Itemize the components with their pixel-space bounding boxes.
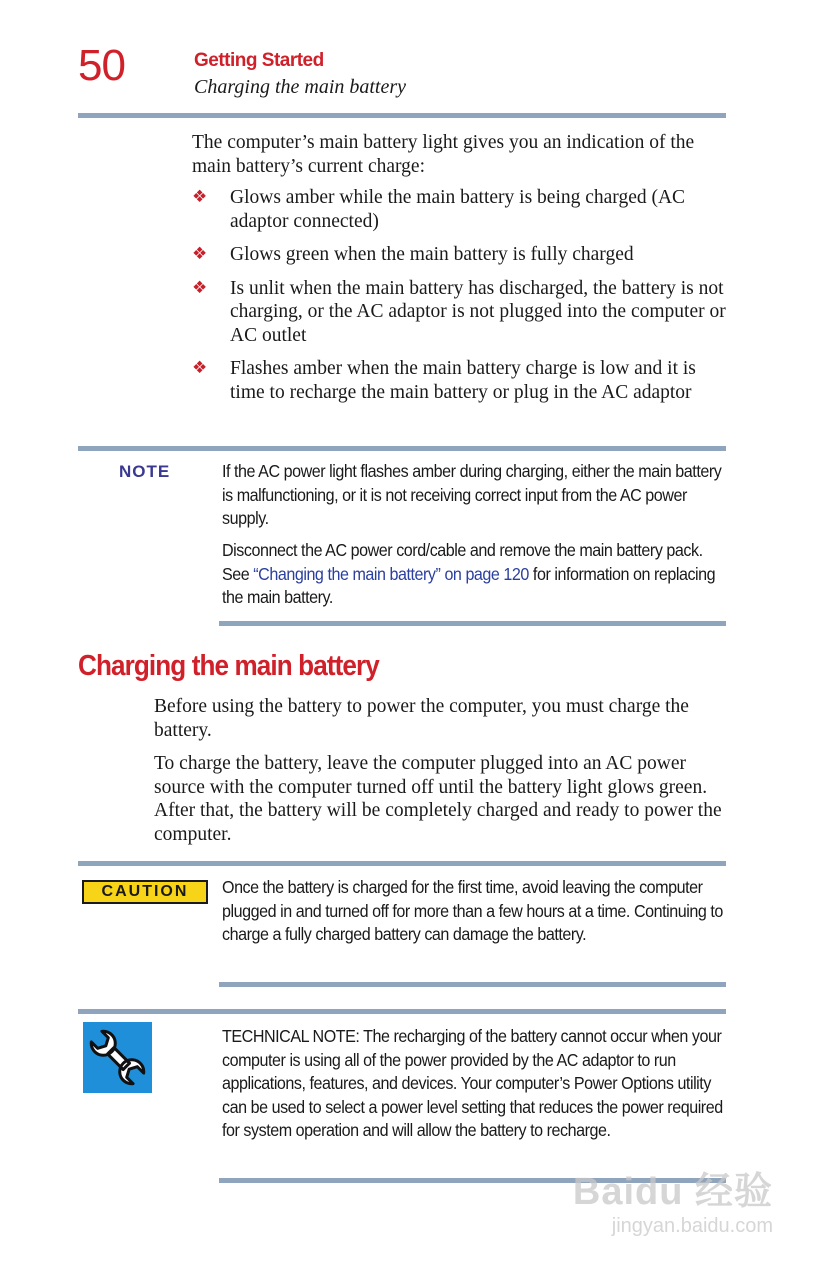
intro-paragraph: The computer’s main battery light gives you an indication of the main battery’s current charge: (192, 132, 695, 177)
list-item (192, 277, 732, 348)
list-item (192, 243, 732, 267)
list-item (192, 186, 732, 233)
list-item-text: Glows green when the main battery is fully charged (230, 244, 634, 265)
note-paragraph-2 (222, 539, 723, 610)
diamond-bullet-icon: ❖ (192, 187, 208, 207)
section-paragraph-2: To charge the battery, leave the computer plugged into an AC power source with the computer turned off until the battery light glows green. After that, the battery will be completely charged and ready to power the computer. (154, 753, 722, 845)
note-text-after: for information on replacing the main battery. (222, 563, 716, 607)
list-item (192, 357, 732, 404)
list-item-text: Glows amber while the main battery is being charged (AC adaptor connected) (230, 187, 686, 232)
wrench-icon-graphic (83, 1022, 152, 1093)
section-paragraph-1: Before using the battery to power the computer, you must charge the battery. (154, 696, 689, 741)
list-item-text: Is unlit when the main battery has discharged, the battery is not charging, or the AC adaptor is not plugged into the computer or AC outlet (230, 277, 726, 346)
caution-label: CAUTION (82, 880, 208, 904)
watermark-url: jingyan.baidu.com (611, 1215, 773, 1237)
note-top-rule (78, 446, 726, 451)
wrench-icon (83, 1022, 152, 1093)
list-item-text: Flashes amber when the main battery charge is low and it is time to recharge the main battery or plug in the AC adaptor (230, 358, 696, 403)
technote-top-rule (78, 1009, 726, 1014)
caution-top-rule (78, 861, 726, 866)
battery-light-list (192, 186, 732, 414)
section-title: Charging the main battery (78, 650, 379, 682)
watermark-brand: Baidu 经验 (572, 1171, 773, 1213)
note-paragraph-1: If the AC power light flashes amber during charging, either the main battery is malfunctioning, or it is not receiving correct input from the AC power supply. (222, 461, 722, 528)
diamond-bullet-icon: ❖ (192, 244, 208, 264)
header-subsection: Charging the main battery (194, 76, 407, 98)
header-section: Getting Started (194, 50, 324, 71)
diamond-bullet-icon: ❖ (192, 277, 208, 298)
diamond-bullet-icon: ❖ (192, 358, 208, 378)
changing-battery-link[interactable]: “Changing the main battery” on page 120 (253, 563, 529, 584)
note-label: NOTE (119, 462, 171, 481)
caution-bottom-rule (219, 982, 726, 987)
baidu-watermark (573, 1160, 773, 1238)
header-rule (78, 113, 726, 118)
note-text-before: Disconnect the AC power cord/cable and remove the main battery pack. See (222, 540, 703, 584)
technical-note-text: TECHNICAL NOTE: The recharging of the battery cannot occur when your computer is using all of the power provided by the AC adaptor to run applications, features, and devices. Your computer’s Power Options utility can be used to select a power level setting that reduces the power required for system operation and will allow the battery to recharge. (222, 1026, 723, 1140)
page-number: 50 (78, 41, 125, 90)
caution-text: Once the battery is charged for the first time, avoid leaving the computer plugged in and turned off for more than a few hours at a time. Continuing to charge a fully charged battery can damage the battery. (222, 877, 723, 944)
note-bottom-rule (219, 621, 726, 626)
